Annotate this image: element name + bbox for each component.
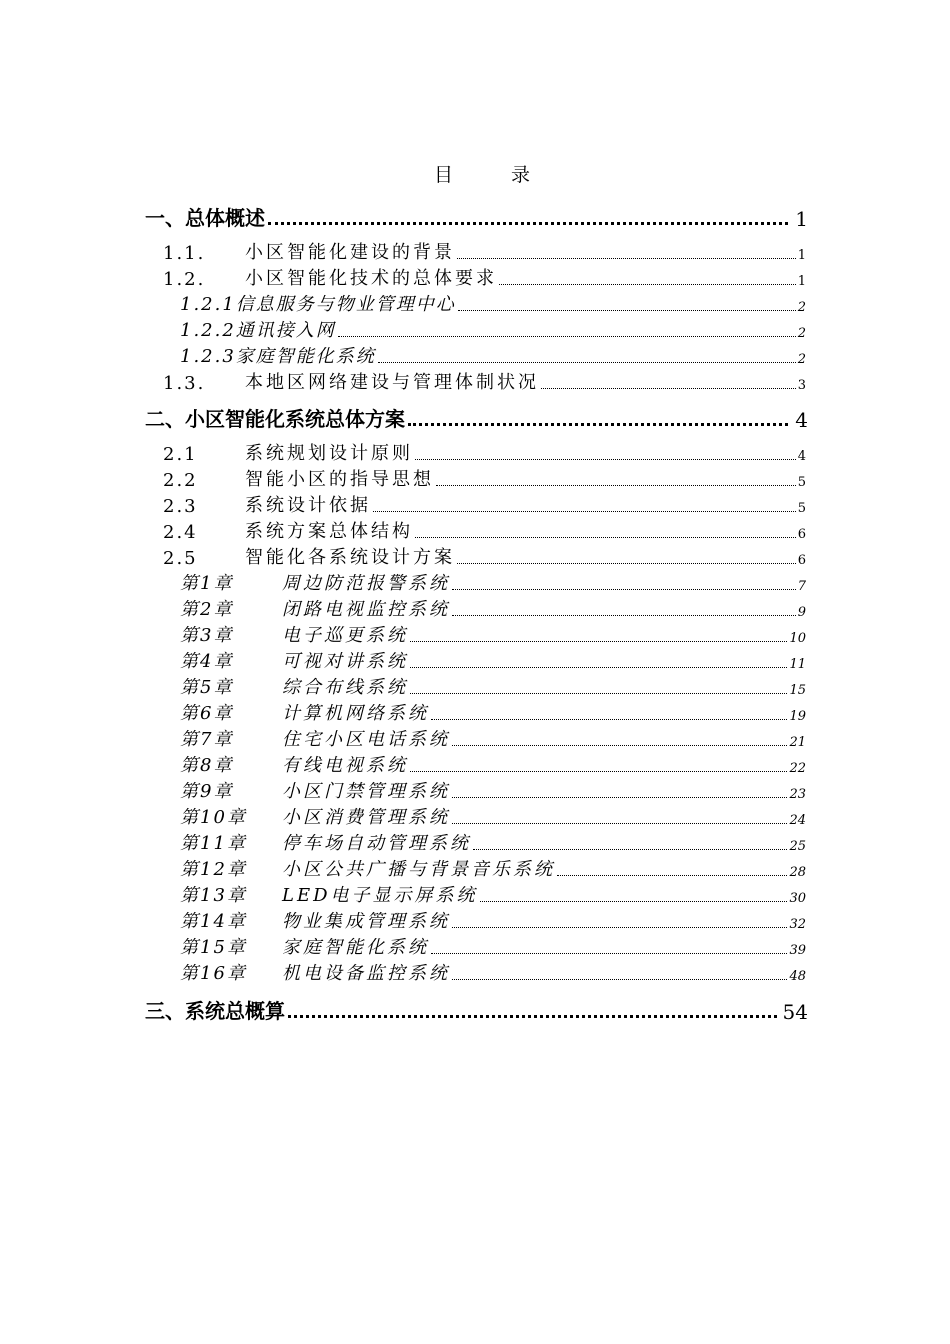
dot-leader xyxy=(452,615,796,616)
toc-entry-title: 综合布线系统 xyxy=(282,677,408,698)
toc-page-number: 2 xyxy=(797,326,806,341)
toc-entry-chapter-3[interactable] xyxy=(180,621,806,647)
toc-page-number: 10 xyxy=(789,631,806,646)
toc-page-number: 5 xyxy=(797,501,806,516)
toc-entry-number: 第4章 xyxy=(180,651,234,672)
toc-entry-title: 小区智能化技术的总体要求 xyxy=(245,268,497,289)
toc-entry-number: 第10章 xyxy=(180,807,247,828)
toc-page-number: 32 xyxy=(789,917,806,932)
toc-page-number: 2 xyxy=(797,352,806,367)
toc-entry-number: 第16章 xyxy=(180,963,247,984)
toc-entry-section-1[interactable] xyxy=(145,201,808,231)
toc-entry-number: 1.3. xyxy=(163,373,206,394)
dot-leader xyxy=(457,258,796,259)
toc-entry-number: 第5章 xyxy=(180,677,234,698)
toc-entry-number: 2.3 xyxy=(163,496,198,517)
dot-leader xyxy=(557,875,787,876)
toc-entry-chapter-16[interactable] xyxy=(180,959,806,985)
toc-entry-2-3[interactable] xyxy=(163,491,806,517)
dot-leader xyxy=(431,719,787,720)
toc-entry-title: 小区门禁管理系统 xyxy=(282,781,450,802)
dot-leader xyxy=(431,953,787,954)
dot-leader xyxy=(410,771,787,772)
toc-title: 目 录 xyxy=(433,164,557,186)
toc-page-number: 19 xyxy=(789,709,806,724)
dot-leader xyxy=(378,362,796,363)
dot-leader xyxy=(457,563,796,564)
toc-page-number: 25 xyxy=(789,839,806,854)
toc-entry-number: 2.4 xyxy=(163,522,198,543)
dot-leader xyxy=(458,310,796,311)
dot-leader xyxy=(452,823,787,824)
dot-leader xyxy=(415,537,796,538)
toc-entry-1-2-2[interactable] xyxy=(180,316,806,342)
toc-entry-title: 系统方案总体结构 xyxy=(245,521,413,542)
toc-entry-title: 1.2.1信息服务与物业管理中心 xyxy=(180,294,456,315)
toc-entry-2-4[interactable] xyxy=(163,517,806,543)
toc-entry-number: 第13章 xyxy=(180,885,247,906)
toc-entry-title: 停车场自动管理系统 xyxy=(282,833,471,854)
toc-entry-title: 小区消费管理系统 xyxy=(282,807,450,828)
dot-leader xyxy=(480,901,788,902)
toc-entry-title: 住宅小区电话系统 xyxy=(282,729,450,750)
toc-page-number: 9 xyxy=(797,605,806,620)
toc-entry-title: 智能小区的指导思想 xyxy=(245,469,434,490)
toc-page-number: 5 xyxy=(797,475,806,490)
toc-entry-number: 2.2 xyxy=(163,470,198,491)
toc-entry-section-3[interactable] xyxy=(145,994,808,1024)
toc-page-number: 1 xyxy=(797,274,806,289)
toc-entry-title: 家庭智能化系统 xyxy=(282,937,429,958)
toc-page-number: 22 xyxy=(789,761,806,776)
toc-page-number: 1 xyxy=(797,248,806,263)
toc-entry-title: 1.2.2通讯接入网 xyxy=(180,320,336,341)
toc-entry-title: LED电子显示屏系统 xyxy=(282,885,478,906)
toc-page-number: 6 xyxy=(797,553,806,568)
toc-entry-number: 第11章 xyxy=(180,833,247,854)
toc-entry-section-2[interactable] xyxy=(145,402,808,432)
toc-entry-chapter-5[interactable] xyxy=(180,673,806,699)
dot-leader xyxy=(410,667,787,668)
toc-entry-chapter-7[interactable] xyxy=(180,725,806,751)
toc-entry-title: 物业集成管理系统 xyxy=(282,911,450,932)
dot-leader xyxy=(452,797,787,798)
toc-page-number: 11 xyxy=(789,657,806,672)
dot-leader xyxy=(268,222,788,225)
toc-entry-title: 闭路电视监控系统 xyxy=(282,599,450,620)
toc-entry-chapter-9[interactable] xyxy=(180,777,806,803)
toc-entry-2-1[interactable] xyxy=(163,439,806,465)
dot-leader xyxy=(499,284,796,285)
toc-entry-chapter-2[interactable] xyxy=(180,595,806,621)
toc-entry-number: 第8章 xyxy=(180,755,234,776)
dot-leader xyxy=(452,745,787,746)
toc-entry-number: 第7章 xyxy=(180,729,234,750)
dot-leader xyxy=(415,459,796,460)
dot-leader xyxy=(338,336,796,337)
toc-entry-chapter-15[interactable] xyxy=(180,933,806,959)
toc-entry-title: 有线电视系统 xyxy=(282,755,408,776)
toc-page-number: 54 xyxy=(782,1000,808,1024)
dot-leader xyxy=(452,979,787,980)
toc-entry-title: 机电设备监控系统 xyxy=(282,963,450,984)
toc-page-number: 39 xyxy=(789,943,806,958)
toc-entry-chapter-13[interactable] xyxy=(180,881,806,907)
toc-entry-1-2-3[interactable] xyxy=(180,342,806,368)
dot-leader xyxy=(410,641,787,642)
toc-entry-number: 第2章 xyxy=(180,599,234,620)
toc-page-number: 7 xyxy=(797,579,806,594)
toc-entry-chapter-11[interactable] xyxy=(180,829,806,855)
toc-entry-1-2-1[interactable] xyxy=(180,290,806,316)
dot-leader xyxy=(410,693,787,694)
dot-leader xyxy=(373,511,796,512)
toc-page-number: 2 xyxy=(797,300,806,315)
toc-entry-number: 第3章 xyxy=(180,625,234,646)
toc-entry-title: 一、总体概述 xyxy=(145,206,265,230)
toc-entry-title: 三、系统总概算 xyxy=(145,999,285,1023)
toc-entry-number: 第14章 xyxy=(180,911,247,932)
toc-entry-1-1[interactable] xyxy=(163,238,806,264)
dot-leader xyxy=(452,927,787,928)
toc-entry-number: 2.1 xyxy=(163,444,198,465)
toc-entry-chapter-8[interactable] xyxy=(180,751,806,777)
toc-entry-title: 二、小区智能化系统总体方案 xyxy=(145,407,405,431)
dot-leader xyxy=(436,485,796,486)
toc-page-number: 48 xyxy=(789,969,806,984)
toc-entry-chapter-10[interactable] xyxy=(180,803,806,829)
toc-page-number: 4 xyxy=(795,408,808,432)
toc-entry-chapter-12[interactable] xyxy=(180,855,806,881)
toc-page-number: 28 xyxy=(789,865,806,880)
dot-leader xyxy=(541,388,796,389)
toc-entry-2-2[interactable] xyxy=(163,465,806,491)
toc-page-number: 24 xyxy=(789,813,806,828)
toc-entry-chapter-6[interactable] xyxy=(180,699,806,725)
toc-page-number: 21 xyxy=(789,735,806,750)
toc-entry-chapter-4[interactable] xyxy=(180,647,806,673)
toc-entry-1-3[interactable] xyxy=(163,368,806,394)
toc-entry-number: 第15章 xyxy=(180,937,247,958)
toc-entry-title: 本地区网络建设与管理体制状况 xyxy=(245,372,539,393)
dot-leader xyxy=(288,1015,777,1018)
toc-page-number: 6 xyxy=(797,527,806,542)
toc-entry-title: 小区智能化建设的背景 xyxy=(245,242,455,263)
toc-entry-2-5[interactable] xyxy=(163,543,806,569)
toc-entry-number: 第6章 xyxy=(180,703,234,724)
toc-entry-number: 第12章 xyxy=(180,859,247,880)
toc-entry-chapter-1[interactable] xyxy=(180,569,806,595)
toc-page-number: 3 xyxy=(797,378,806,393)
toc-entry-number: 2.5 xyxy=(163,548,198,569)
toc-entry-title: 系统规划设计原则 xyxy=(245,443,413,464)
toc-entry-number: 1.1. xyxy=(163,243,206,264)
toc-page-number: 15 xyxy=(789,683,806,698)
toc-page-number: 4 xyxy=(797,449,806,464)
toc-entry-title: 可视对讲系统 xyxy=(282,651,408,672)
toc-entry-title: 电子巡更系统 xyxy=(282,625,408,646)
toc-entry-title: 1.2.3家庭智能化系统 xyxy=(180,346,376,367)
toc-entry-title: 智能化各系统设计方案 xyxy=(245,547,455,568)
dot-leader xyxy=(452,589,796,590)
toc-page-number: 30 xyxy=(789,891,806,906)
dot-leader xyxy=(408,423,788,426)
toc-entry-title: 系统设计依据 xyxy=(245,495,371,516)
toc-entry-title: 小区公共广播与背景音乐系统 xyxy=(282,859,555,880)
toc-page-number: 1 xyxy=(795,207,808,231)
toc-entry-number: 第1章 xyxy=(180,573,234,594)
toc-page-number: 23 xyxy=(789,787,806,802)
toc-entry-number: 第9章 xyxy=(180,781,234,802)
toc-entry-title: 周边防范报警系统 xyxy=(282,573,450,594)
toc-entry-title: 计算机网络系统 xyxy=(282,703,429,724)
toc-entry-1-2[interactable] xyxy=(163,264,806,290)
toc-entry-number: 1.2. xyxy=(163,269,206,290)
dot-leader xyxy=(473,849,787,850)
toc-entry-chapter-14[interactable] xyxy=(180,907,806,933)
